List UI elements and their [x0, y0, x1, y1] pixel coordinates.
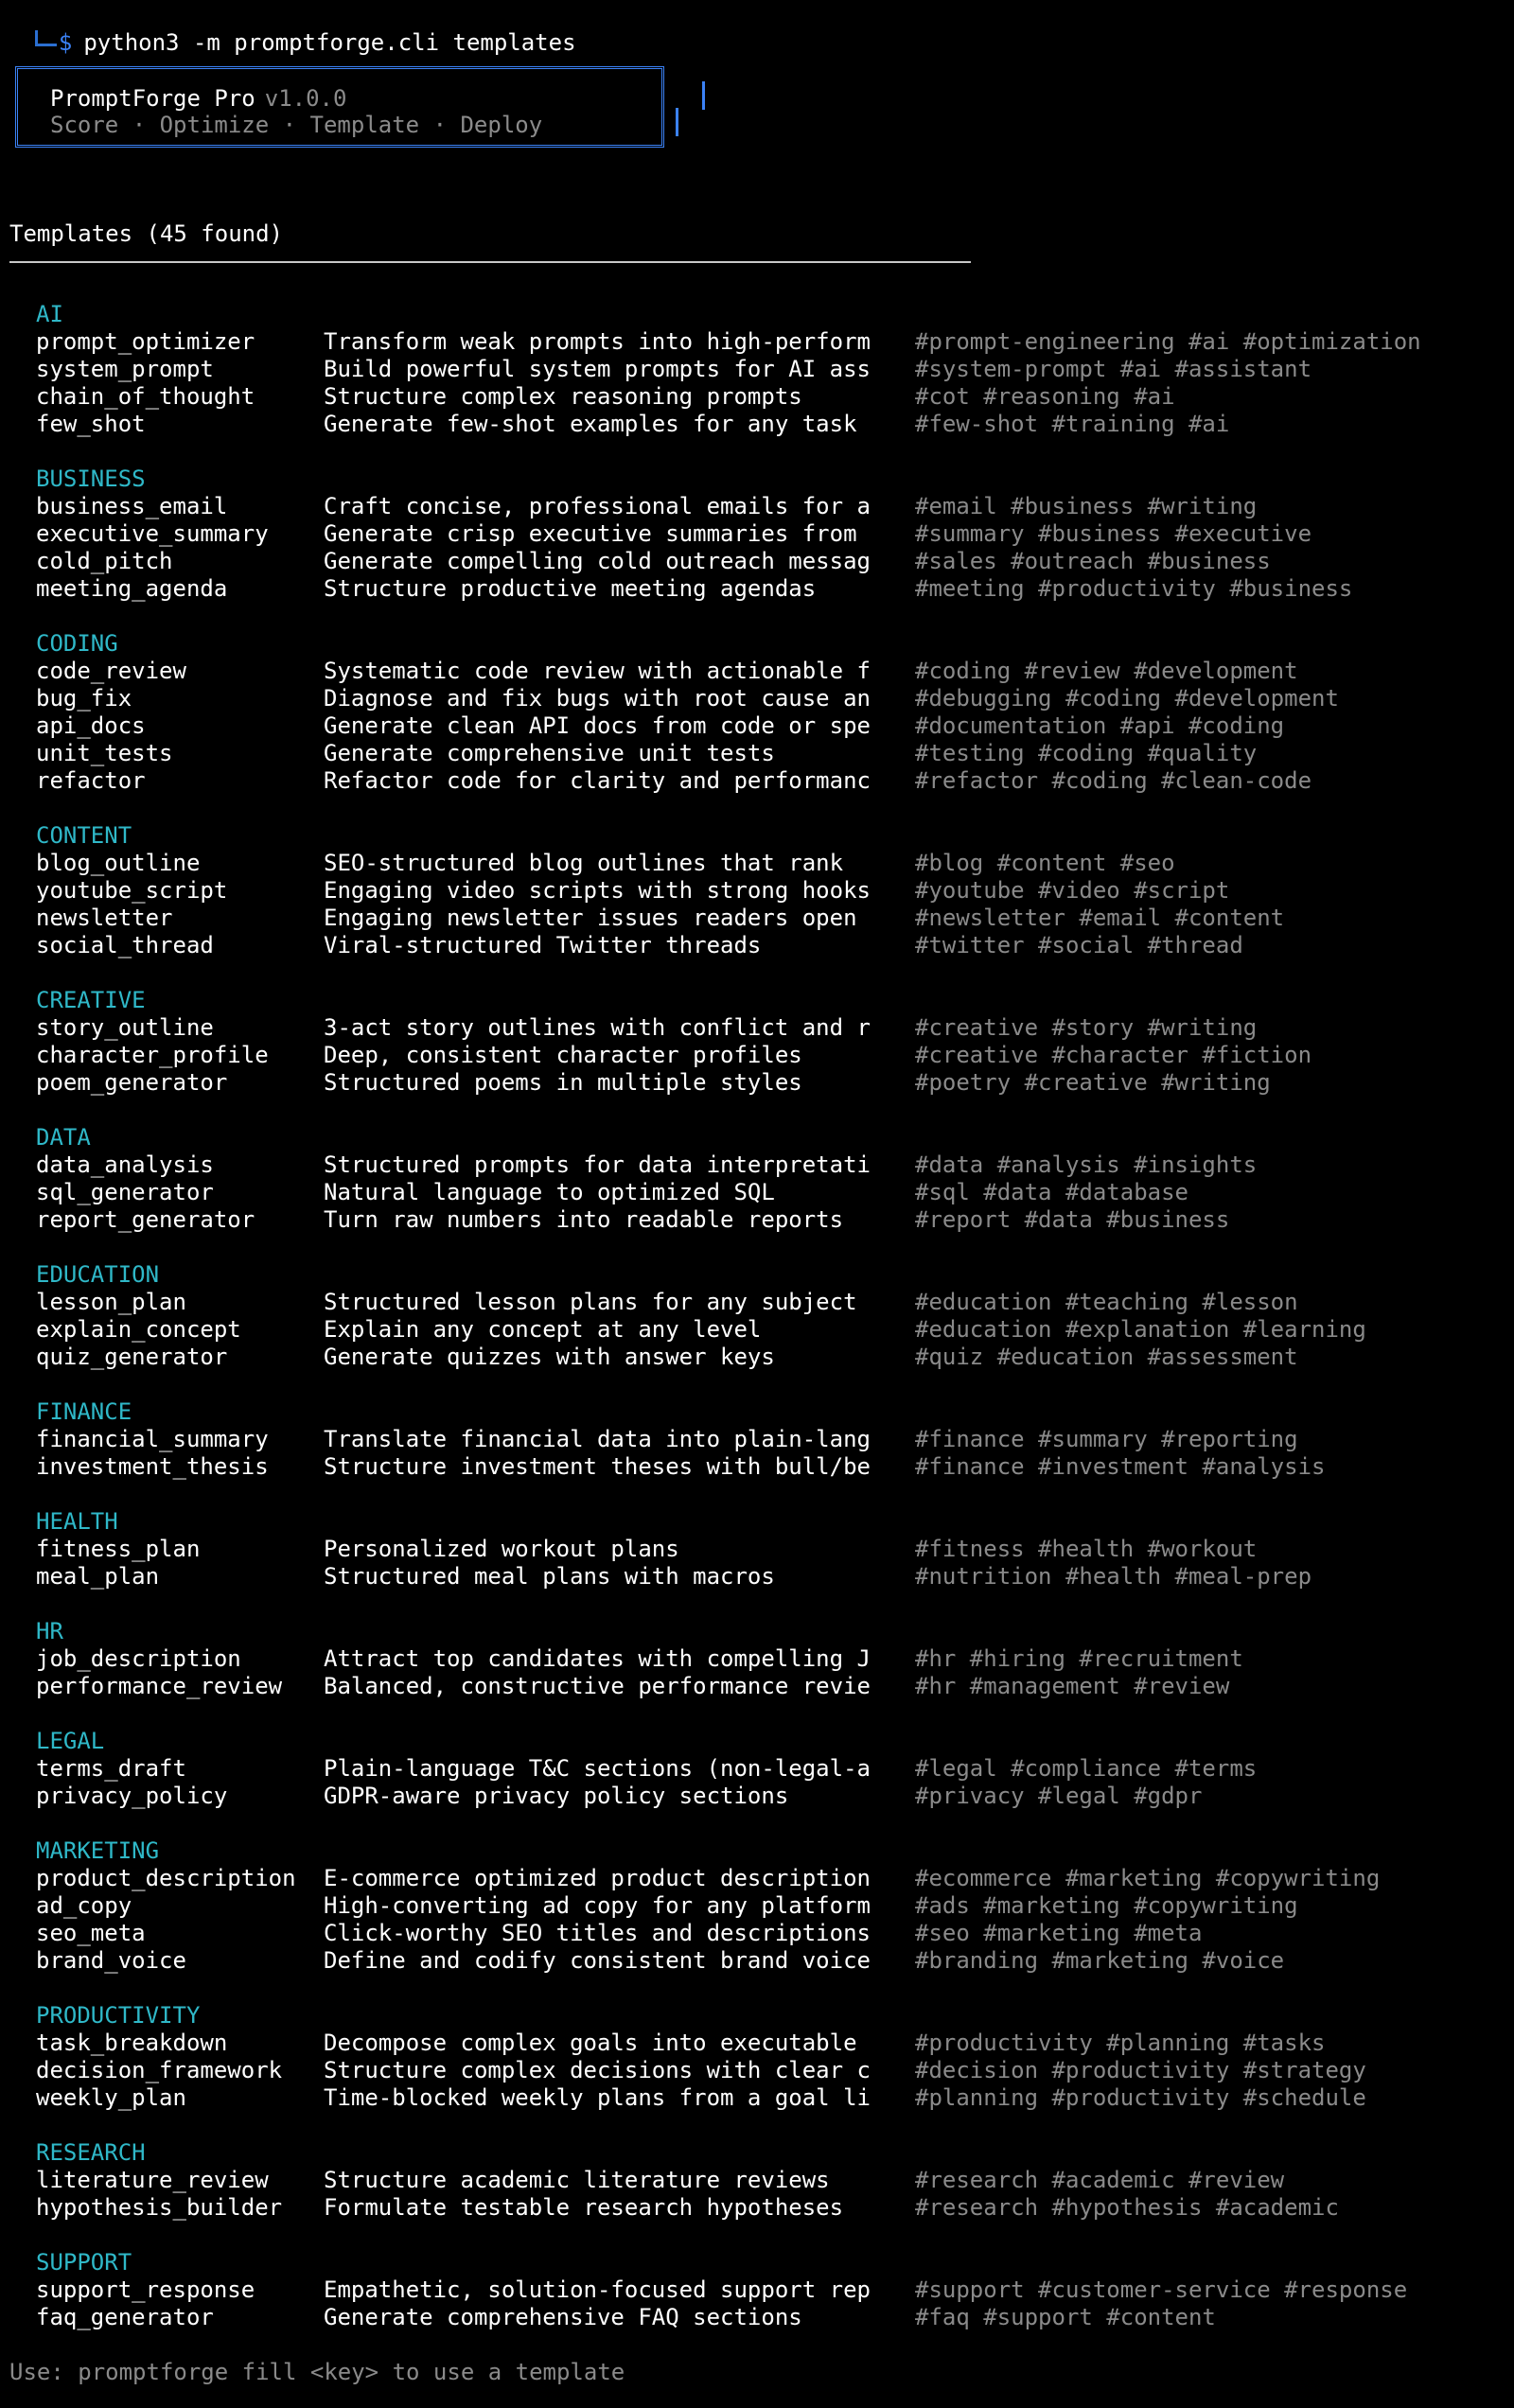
template-description: Structured prompts for data interpretati — [324, 1151, 871, 1178]
command-text: python3 -m promptforge.cli templates — [83, 29, 576, 56]
category-section — [0, 1508, 1514, 1591]
template-description: Explain any concept at any level — [324, 1316, 762, 1343]
usage-hint: Use: promptforge fill <key> to use a template — [9, 2359, 625, 2385]
template-tags: #legal #compliance #terms — [915, 1755, 1258, 1782]
template-key: code_review — [36, 658, 186, 684]
template-row — [0, 2167, 1514, 2194]
template-description: Generate crisp executive summaries from — [324, 520, 857, 547]
template-row — [0, 1892, 1514, 1920]
category-section — [0, 1837, 1514, 1975]
template-row — [0, 1865, 1514, 1892]
prompt-symbol: $ — [58, 29, 73, 56]
category-title: FINANCE — [36, 1398, 132, 1425]
template-key: product_description — [36, 1865, 296, 1891]
template-description: Systematic code review with actionable f — [324, 658, 871, 684]
template-key: character_profile — [36, 1042, 269, 1068]
template-key: lesson_plan — [36, 1289, 186, 1315]
template-row — [0, 877, 1514, 905]
template-description: Empathetic, solution-focused support rep — [324, 2276, 871, 2303]
template-row — [0, 2030, 1514, 2057]
template-tags: #sales #outreach #business — [915, 548, 1271, 574]
template-key: explain_concept — [36, 1316, 241, 1343]
template-key: prompt_optimizer — [36, 328, 255, 355]
template-row — [0, 1042, 1514, 1069]
template-row — [0, 1289, 1514, 1316]
template-row — [0, 2057, 1514, 2084]
template-tags: #ads #marketing #copywriting — [915, 1892, 1298, 1919]
template-row — [0, 712, 1514, 740]
banner-tagline: Score · Optimize · Template · Deploy — [50, 112, 543, 138]
template-tags: #research #hypothesis #academic — [915, 2194, 1339, 2221]
template-tags: #seo #marketing #meta — [915, 1920, 1203, 1946]
template-description: GDPR-aware privacy policy sections — [324, 1783, 789, 1809]
category-section — [0, 2249, 1514, 2331]
template-tags: #hr #management #review — [915, 1673, 1230, 1699]
template-key: decision_framework — [36, 2057, 283, 2083]
template-tags: #ecommerce #marketing #copywriting — [915, 1865, 1381, 1891]
template-tags: #education #teaching #lesson — [915, 1289, 1298, 1315]
template-key: weekly_plan — [36, 2084, 186, 2111]
template-tags: #fitness #health #workout — [915, 1536, 1258, 1562]
template-key: unit_tests — [36, 740, 173, 766]
category-section — [0, 2139, 1514, 2222]
template-list — [0, 301, 1514, 2359]
template-key: hypothesis_builder — [36, 2194, 283, 2221]
template-description: Define and codify consistent brand voice — [324, 1947, 871, 1974]
template-row — [0, 1316, 1514, 1344]
template-row — [0, 520, 1514, 548]
template-description: Decompose complex goals into executable — [324, 2030, 857, 2056]
template-row — [0, 548, 1514, 575]
template-row — [0, 932, 1514, 959]
category-section — [0, 1261, 1514, 1371]
template-tags: #summary #business #executive — [915, 520, 1312, 547]
template-key: story_outline — [36, 1014, 214, 1041]
template-row — [0, 1344, 1514, 1371]
template-tags: #blog #content #seo — [915, 850, 1175, 876]
template-key: meal_plan — [36, 1563, 160, 1590]
template-tags: #hr #hiring #recruitment — [915, 1645, 1243, 1672]
template-row — [0, 767, 1514, 795]
template-description: Structure complex decisions with clear c — [324, 2057, 871, 2083]
template-key: faq_generator — [36, 2304, 214, 2330]
template-key: literature_review — [36, 2167, 269, 2193]
template-tags: #report #data #business — [915, 1206, 1230, 1233]
template-key: few_shot — [36, 411, 146, 437]
category-title: LEGAL — [36, 1728, 105, 1754]
template-key: system_prompt — [36, 356, 214, 382]
template-description: 3-act story outlines with conflict and r — [324, 1014, 871, 1041]
template-key: cold_pitch — [36, 548, 173, 574]
template-tags: #few-shot #training #ai — [915, 411, 1230, 437]
template-description: Engaging newsletter issues readers open — [324, 905, 857, 931]
template-tags: #branding #marketing #voice — [915, 1947, 1285, 1974]
template-key: report_generator — [36, 1206, 255, 1233]
template-description: Structure investment theses with bull/be — [324, 1453, 871, 1480]
template-row — [0, 1014, 1514, 1042]
template-row — [0, 2194, 1514, 2222]
template-key: blog_outline — [36, 850, 201, 876]
template-row — [0, 1151, 1514, 1179]
template-tags: #prompt-engineering #ai #optimization — [915, 328, 1421, 355]
template-key: support_response — [36, 2276, 255, 2303]
template-row — [0, 1947, 1514, 1975]
template-tags: #testing #coding #quality — [915, 740, 1258, 766]
template-tags: #creative #character #fiction — [915, 1042, 1312, 1068]
banner-title — [50, 84, 346, 113]
template-description: Attract top candidates with compelling J — [324, 1645, 871, 1672]
category-title: CODING — [36, 630, 118, 657]
template-description: Structured lesson plans for any subject — [324, 1289, 857, 1315]
template-key: performance_review — [36, 1673, 283, 1699]
template-tags: #privacy #legal #gdpr — [915, 1783, 1203, 1809]
category-section — [0, 1728, 1514, 1810]
template-row — [0, 328, 1514, 356]
template-key: data_analysis — [36, 1151, 214, 1178]
template-tags: #research #academic #review — [915, 2167, 1285, 2193]
category-title: SUPPORT — [36, 2249, 132, 2276]
template-tags: #productivity #planning #tasks — [915, 2030, 1326, 2056]
template-tags: #poetry #creative #writing — [915, 1069, 1271, 1096]
template-tags: #system-prompt #ai #assistant — [915, 356, 1312, 382]
template-key: terms_draft — [36, 1755, 186, 1782]
template-description: Diagnose and fix bugs with root cause an — [324, 685, 871, 712]
template-description: Natural language to optimized SQL — [324, 1179, 775, 1205]
template-row — [0, 905, 1514, 932]
template-row — [0, 1673, 1514, 1700]
template-tags: #support #customer-service #response — [915, 2276, 1408, 2303]
template-row — [0, 356, 1514, 383]
template-row — [0, 1563, 1514, 1591]
template-tags: #quiz #education #assessment — [915, 1344, 1298, 1370]
template-tags: #finance #summary #reporting — [915, 1426, 1298, 1452]
app-version: v1.0.0 — [264, 85, 347, 112]
template-row — [0, 740, 1514, 767]
template-key: youtube_script — [36, 877, 228, 904]
template-description: Generate few-shot examples for any task — [324, 411, 857, 437]
template-description: Generate compelling cold outreach messag — [324, 548, 871, 574]
template-tags: #youtube #video #script — [915, 877, 1230, 904]
template-row — [0, 1069, 1514, 1097]
template-description: Balanced, constructive performance revie — [324, 1673, 871, 1699]
template-description: Engaging video scripts with strong hooks — [324, 877, 871, 904]
template-description: Structure academic literature reviews — [324, 2167, 830, 2193]
template-tags: #nutrition #health #meal-prep — [915, 1563, 1312, 1590]
template-row — [0, 1179, 1514, 1206]
template-row — [0, 575, 1514, 603]
template-description: Time-blocked weekly plans from a goal li — [324, 2084, 871, 2111]
template-tags: #refactor #coding #clean-code — [915, 767, 1312, 794]
template-row — [0, 658, 1514, 685]
category-title: CREATIVE — [36, 987, 146, 1013]
template-key: chain_of_thought — [36, 383, 255, 410]
category-title: PRODUCTIVITY — [36, 2002, 201, 2029]
category-title: HR — [36, 1618, 63, 1644]
template-description: Structure productive meeting agendas — [324, 575, 817, 602]
template-row — [0, 850, 1514, 877]
template-tags: #debugging #coding #development — [915, 685, 1339, 712]
template-key: executive_summary — [36, 520, 269, 547]
terminal-prompt — [0, 0, 576, 56]
template-tags: #meeting #productivity #business — [915, 575, 1353, 602]
category-section — [0, 466, 1514, 603]
template-tags: #education #explanation #learning — [915, 1316, 1366, 1343]
template-tags: #creative #story #writing — [915, 1014, 1258, 1041]
template-tags: #data #analysis #insights — [915, 1151, 1258, 1178]
template-description: Deep, consistent character profiles — [324, 1042, 802, 1068]
category-title: CONTENT — [36, 822, 132, 849]
template-description: High-converting ad copy for any platform — [324, 1892, 871, 1919]
template-row — [0, 1536, 1514, 1563]
template-key: refactor — [36, 767, 146, 794]
category-section — [0, 630, 1514, 795]
template-row — [0, 2084, 1514, 2112]
template-key: business_email — [36, 493, 228, 519]
category-title: MARKETING — [36, 1837, 160, 1864]
template-description: SEO-structured blog outlines that rank — [324, 850, 844, 876]
prompt-corner-glyph — [35, 30, 57, 46]
template-row — [0, 1755, 1514, 1783]
template-tags: #cot #reasoning #ai — [915, 383, 1175, 410]
category-title: EDUCATION — [36, 1261, 160, 1288]
template-row — [0, 2276, 1514, 2304]
template-description: Craft concise, professional emails for a — [324, 493, 871, 519]
template-row — [0, 493, 1514, 520]
template-key: financial_summary — [36, 1426, 269, 1452]
template-key: job_description — [36, 1645, 241, 1672]
template-description: Viral-structured Twitter threads — [324, 932, 762, 958]
template-tags: #coding #review #development — [915, 658, 1298, 684]
template-tags: #sql #data #database — [915, 1179, 1188, 1205]
template-description: Generate comprehensive unit tests — [324, 740, 775, 766]
template-key: api_docs — [36, 712, 146, 739]
template-row — [0, 1783, 1514, 1810]
category-title: DATA — [36, 1124, 91, 1151]
template-description: Formulate testable research hypotheses — [324, 2194, 844, 2221]
template-key: newsletter — [36, 905, 173, 931]
category-section — [0, 987, 1514, 1097]
template-key: task_breakdown — [36, 2030, 228, 2056]
category-section — [0, 1124, 1514, 1234]
banner-edge-mark — [676, 108, 678, 136]
template-tags: #documentation #api #coding — [915, 712, 1285, 739]
template-row — [0, 383, 1514, 411]
template-row — [0, 1453, 1514, 1481]
template-tags: #twitter #social #thread — [915, 932, 1243, 958]
template-description: Structured poems in multiple styles — [324, 1069, 802, 1096]
template-key: meeting_agenda — [36, 575, 228, 602]
template-key: quiz_generator — [36, 1344, 228, 1370]
template-description: Generate quizzes with answer keys — [324, 1344, 775, 1370]
template-key: poem_generator — [36, 1069, 228, 1096]
template-description: Refactor code for clarity and performanc — [324, 767, 871, 794]
template-description: Personalized workout plans — [324, 1536, 679, 1562]
category-title: AI — [36, 301, 63, 327]
template-key: fitness_plan — [36, 1536, 201, 1562]
category-section — [0, 822, 1514, 959]
template-row — [0, 2304, 1514, 2331]
template-tags: #planning #productivity #schedule — [915, 2084, 1366, 2111]
template-row — [0, 1206, 1514, 1234]
template-description: E-commerce optimized product description — [324, 1865, 871, 1891]
category-section — [0, 1398, 1514, 1481]
template-key: social_thread — [36, 932, 214, 958]
template-description: Structure complex reasoning prompts — [324, 383, 802, 410]
template-description: Generate comprehensive FAQ sections — [324, 2304, 802, 2330]
template-row — [0, 1920, 1514, 1947]
category-title: HEALTH — [36, 1508, 118, 1535]
template-description: Translate financial data into plain-lang — [324, 1426, 871, 1452]
category-section — [0, 2002, 1514, 2112]
template-key: brand_voice — [36, 1947, 186, 1974]
template-row — [0, 411, 1514, 438]
template-tags: #newsletter #email #content — [915, 905, 1285, 931]
template-row — [0, 1426, 1514, 1453]
template-key: bug_fix — [36, 685, 132, 712]
template-row — [0, 1645, 1514, 1673]
banner-edge-mark — [702, 81, 705, 110]
app-name: PromptForge Pro — [50, 85, 255, 112]
template-tags: #decision #productivity #strategy — [915, 2057, 1366, 2083]
category-section — [0, 301, 1514, 438]
template-tags: #email #business #writing — [915, 493, 1258, 519]
category-title: BUSINESS — [36, 466, 146, 492]
heading-divider — [9, 261, 971, 263]
template-description: Build powerful system prompts for AI ass — [324, 356, 871, 382]
template-description: Turn raw numbers into readable reports — [324, 1206, 844, 1233]
template-tags: #finance #investment #analysis — [915, 1453, 1326, 1480]
template-description: Click-worthy SEO titles and descriptions — [324, 1920, 871, 1946]
template-key: ad_copy — [36, 1892, 132, 1919]
category-section — [0, 1618, 1514, 1700]
template-key: sql_generator — [36, 1179, 214, 1205]
template-key: investment_thesis — [36, 1453, 269, 1480]
template-description: Structured meal plans with macros — [324, 1563, 775, 1590]
category-title: RESEARCH — [36, 2139, 146, 2166]
template-key: privacy_policy — [36, 1783, 228, 1809]
template-description: Transform weak prompts into high-perform — [324, 328, 871, 355]
templates-heading: Templates (45 found) — [9, 220, 283, 247]
template-description: Generate clean API docs from code or spe — [324, 712, 871, 739]
app-banner — [15, 66, 664, 148]
template-row — [0, 685, 1514, 712]
template-tags: #faq #support #content — [915, 2304, 1216, 2330]
template-key: seo_meta — [36, 1920, 146, 1946]
template-description: Plain-language T&C sections (non-legal-a — [324, 1755, 871, 1782]
